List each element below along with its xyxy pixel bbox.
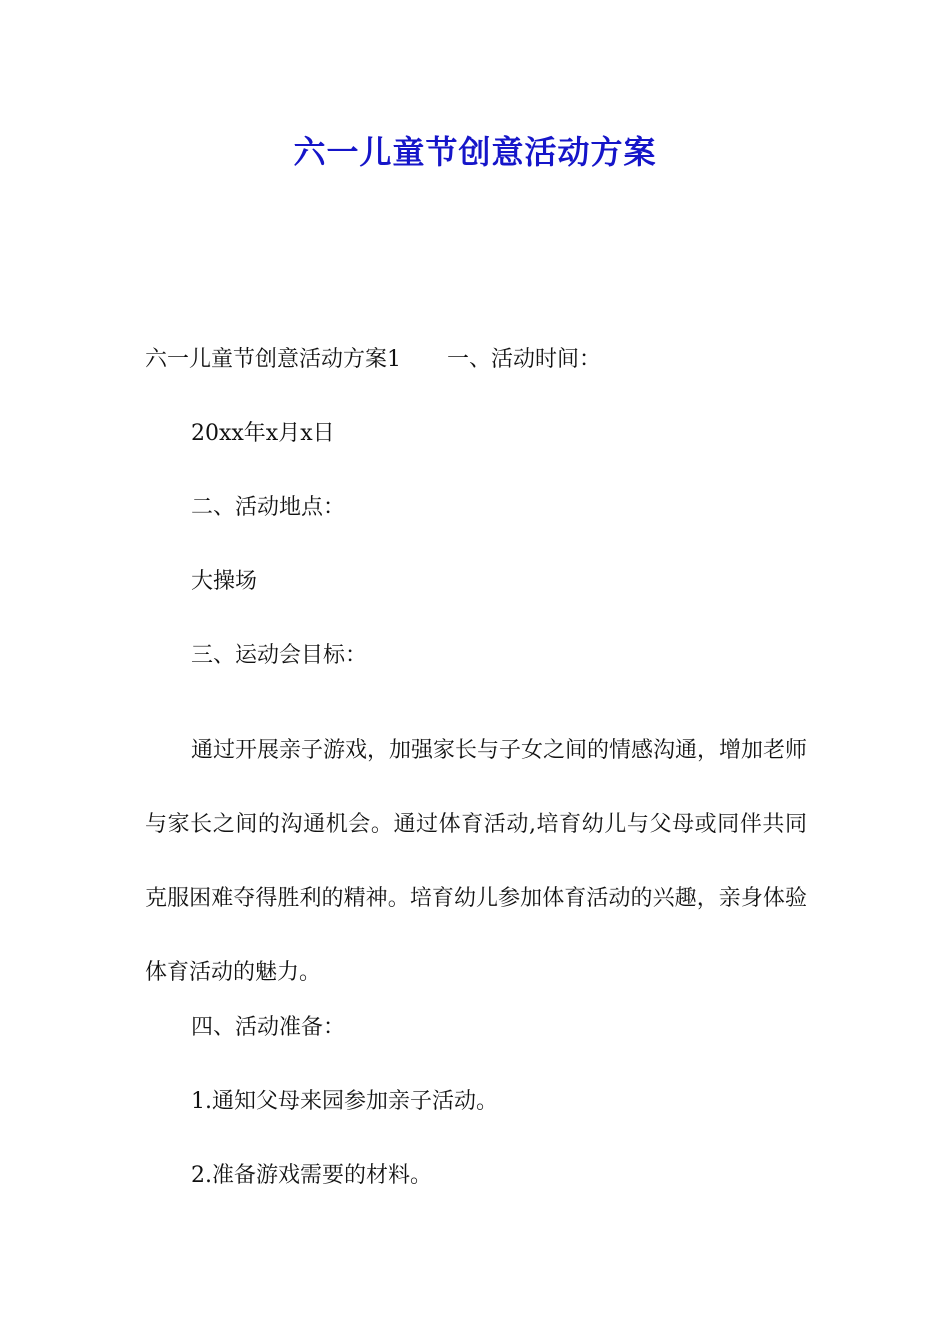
prep-item: 1.通知父母来园参加亲子活动。 [191, 1089, 498, 1114]
section-location-heading: 二、活动地点： [191, 495, 346, 520]
section-prep-heading: 四、活动准备： [191, 1015, 346, 1040]
plan-heading: 六一儿童节创意活动方案1 [145, 347, 401, 372]
goal-paragraph: 通过开展亲子游戏，加强家长与子女之间的情感沟通，增加老师与家长之间的沟通机会。通过体育活动,培育幼儿与父母或同伴共同克服困难夺得胜利的精神。培育幼儿参加体育活动的兴趣，亲身体验体育活动的魅力。 [145, 738, 808, 985]
document-title: 六一儿童节创意活动方案 [293, 133, 657, 171]
first-line [145, 342, 601, 378]
location-value: 大操场 [191, 569, 258, 594]
section-goal-heading: 三、运动会目标： [191, 643, 368, 668]
section-time-heading: 一、活动时间： [447, 347, 602, 372]
time-value: 20xx年x月x日 [191, 421, 335, 446]
prep-item: 2.准备游戏需要的材料。 [191, 1163, 432, 1188]
